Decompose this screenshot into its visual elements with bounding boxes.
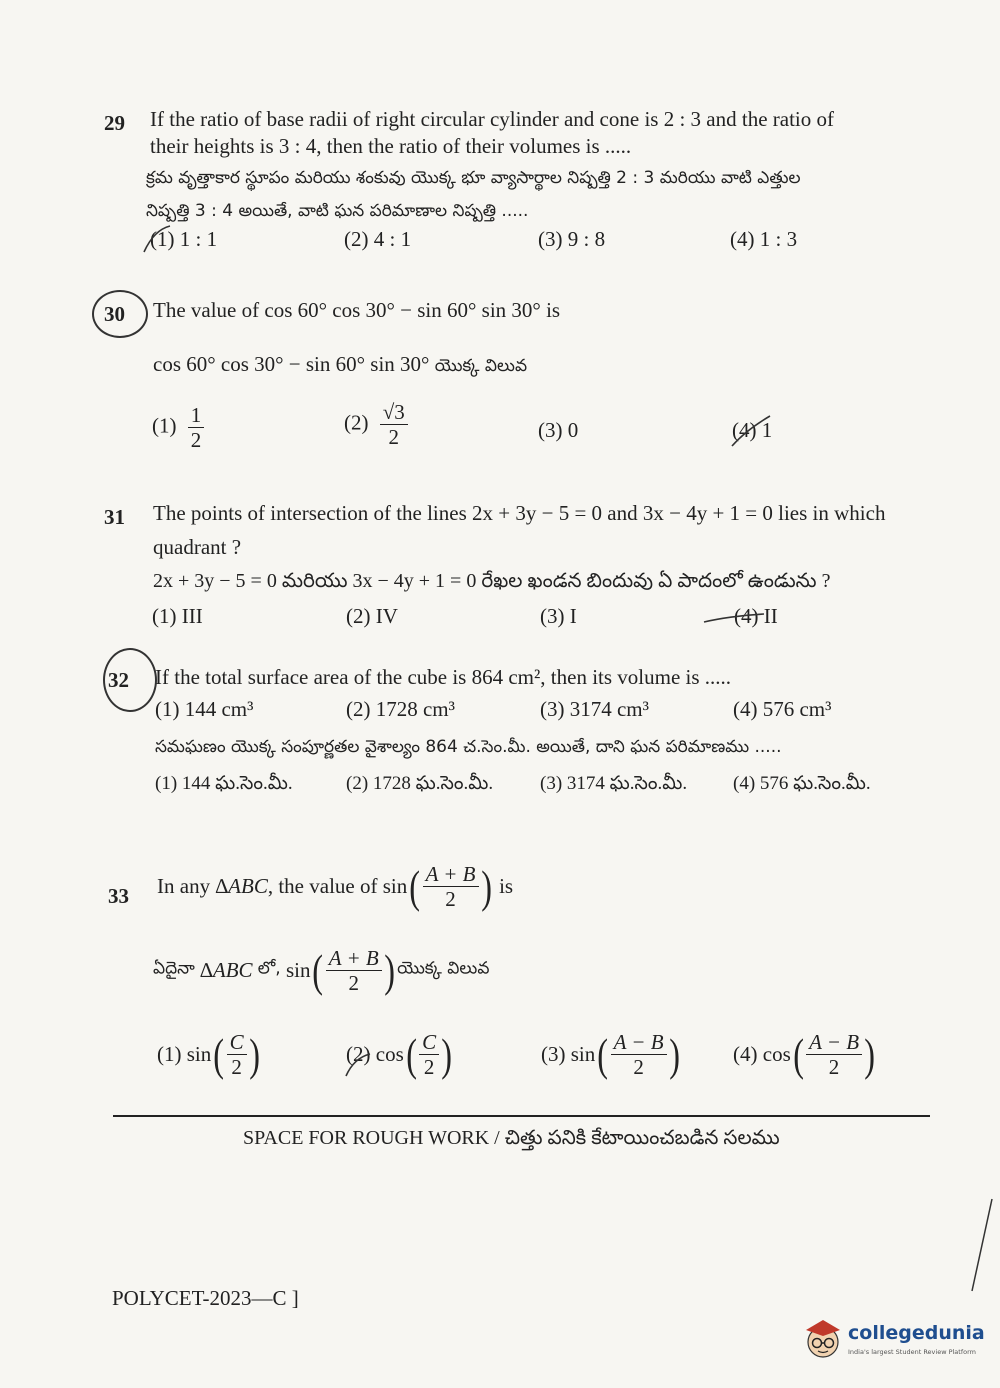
option-3[interactable]: (3) 3174 cm³ — [540, 697, 649, 721]
question-text-te: 2x + 3y − 5 = 0 మరియు 3x − 4y + 1 = 0 రేఖల ఖండన బిందువు ఏ పాదంలో ఉండును ? — [153, 570, 831, 592]
numerator: A − B — [806, 1030, 862, 1055]
option-1[interactable] — [157, 1030, 262, 1079]
text-prefix: ఏదైనా — [153, 958, 195, 979]
right-paren: ) — [384, 944, 395, 996]
left-paren: ( — [793, 1028, 804, 1080]
numerator: A + B — [326, 946, 382, 971]
math-expression: cos 60° cos 30° − sin 60° sin 30° — [153, 352, 430, 376]
fraction — [423, 862, 479, 911]
option-label: (2) — [344, 410, 369, 435]
question-text-en — [153, 298, 560, 323]
collegedunia-logo — [802, 1316, 985, 1366]
option-2[interactable]: (2) IV — [346, 604, 398, 628]
denominator: 2 — [348, 971, 359, 995]
right-paren: ) — [248, 1028, 260, 1080]
option-2[interactable]: (2) 1728 cm³ — [346, 697, 455, 721]
fraction — [188, 403, 205, 452]
option-1[interactable]: (1) 144 cm³ — [155, 697, 254, 721]
option-4[interactable]: (4) 1 — [732, 418, 773, 442]
option-4[interactable] — [733, 1030, 877, 1079]
denominator: 2 — [423, 1055, 435, 1079]
text-prefix: The value of — [153, 298, 260, 322]
function-name: sin — [570, 1042, 596, 1066]
denominator: 2 — [190, 428, 202, 452]
option-label: (2) — [346, 1042, 371, 1066]
fraction — [806, 1030, 862, 1079]
denominator: 2 — [388, 425, 400, 449]
fraction — [611, 1030, 667, 1079]
function-name: sin — [382, 874, 408, 898]
option-2-te[interactable]: (2) 1728 ఘ.సెం.మీ. — [346, 773, 494, 794]
option-4[interactable]: (4) 576 cm³ — [733, 697, 832, 721]
numerator: 1 — [188, 403, 205, 428]
numerator: C — [419, 1030, 439, 1055]
question-number: 29 — [104, 111, 125, 135]
question-text-en — [157, 862, 513, 911]
left-paren: ( — [213, 1028, 225, 1080]
numerator: √3 — [380, 400, 408, 425]
question-text-te — [153, 352, 527, 380]
math-expression: cos 60° cos 30° − sin 60° sin 30° — [264, 298, 541, 322]
option-3[interactable]: (3) 0 — [538, 418, 579, 442]
logo-tagline: India's largest Student Review Platform — [848, 1348, 976, 1356]
option-label: (1) — [152, 413, 177, 438]
denominator: 2 — [231, 1055, 242, 1079]
rough-work-label: SPACE FOR ROUGH WORK / చిత్తు పనికి కేటాయించబడిన సలము — [243, 1127, 780, 1149]
right-paren: ) — [441, 1028, 453, 1080]
question-text-te: నిష్పత్తి 3 : 4 అయితే, వాటి ఘన పరిమాణాల నిష్పత్తి ..... — [146, 201, 529, 221]
fraction — [326, 946, 382, 995]
question-text-en: The points of intersection of the lines 2x + 3y − 5 = 0 and 3x − 4y + 1 = 0 lies in which — [153, 501, 886, 525]
option-3[interactable] — [541, 1030, 682, 1079]
option-label: (3) — [541, 1042, 566, 1066]
question-text-en: quadrant ? — [153, 535, 242, 559]
option-1[interactable]: (1) III — [152, 604, 203, 628]
question-text-te: సమఘణం యొక్క సంపూర్ణతల వైశాల్యం 864 చ.సెం.మీ. అయితే, దాని ఘన పరిమాణము ..... — [155, 737, 782, 757]
text-suffix: యొక్క విలువ — [434, 356, 528, 376]
option-4[interactable]: (4) 1 : 3 — [730, 227, 798, 251]
triangle-label: ∆ABC — [215, 874, 268, 898]
text-prefix: In any — [157, 874, 211, 898]
right-paren: ) — [668, 1028, 680, 1080]
paper-code-text: POLYCET-2023—C ] — [112, 1286, 299, 1310]
text-suffix: is — [499, 874, 514, 898]
fraction — [227, 1030, 247, 1079]
right-paren: ) — [864, 1028, 876, 1080]
function-name: cos — [375, 1042, 404, 1066]
option-2[interactable] — [346, 1030, 454, 1079]
option-2[interactable]: (2) 4 : 1 — [344, 227, 412, 251]
left-paren: ( — [406, 1028, 417, 1080]
option-label: (4) — [733, 1042, 758, 1066]
fraction — [380, 400, 408, 449]
question-number: 30 — [104, 302, 125, 326]
text-suffix: యొక్క విలువ — [397, 958, 490, 979]
question-text-te: క్రమ వృత్తాకార స్థూపం మరియు శంకువు యొక్క భూ వ్యాసార్థాల నిష్పత్తి 2 : 3 మరియు వాటి ఎత్తుల — [146, 168, 801, 188]
question-text-en: their heights is 3 : 4, then the ratio of their volumes is ..... — [150, 134, 632, 158]
left-paren: ( — [409, 860, 421, 912]
option-4[interactable]: (4) II — [734, 604, 778, 628]
denominator: 2 — [445, 887, 456, 911]
question-text-en: If the total surface area of the cube is 864 cm², then its volume is ..... — [155, 665, 732, 689]
option-4-te[interactable]: (4) 576 ఘ.సెం.మీ. — [733, 773, 871, 794]
left-paren: ( — [597, 1028, 609, 1080]
option-3[interactable]: (3) 9 : 8 — [538, 227, 606, 251]
numerator: C — [227, 1030, 247, 1055]
text-suffix: is — [546, 298, 561, 322]
denominator: 2 — [633, 1055, 644, 1079]
question-text-te — [153, 946, 489, 995]
logo-name: collegedunia — [848, 1322, 985, 1344]
question-number: 33 — [108, 884, 129, 908]
fraction — [419, 1030, 439, 1079]
option-3[interactable]: (3) I — [540, 604, 577, 628]
numerator: A + B — [423, 862, 479, 887]
numerator: A − B — [611, 1030, 667, 1055]
option-1[interactable]: (1) 1 : 1 — [150, 227, 218, 251]
text-mid: , the value of — [267, 874, 378, 898]
option-2[interactable] — [344, 400, 408, 449]
triangle-label: ∆ABC — [200, 958, 253, 982]
question-number: 32 — [108, 668, 129, 692]
option-3-te[interactable]: (3) 3174 ఘ.సెం.మీ. — [540, 773, 688, 794]
left-paren: ( — [312, 944, 324, 996]
mascot-icon — [802, 1316, 844, 1362]
option-label: (1) — [157, 1042, 182, 1066]
function-name: sin — [186, 1042, 212, 1066]
right-paren: ) — [480, 860, 492, 912]
horizontal-rule — [113, 1115, 930, 1117]
option-1-te[interactable]: (1) 144 ఘ.సెం.మీ. — [155, 773, 293, 794]
function-name: cos — [762, 1042, 791, 1066]
text-mid: లో, — [257, 958, 281, 979]
option-1[interactable] — [152, 403, 204, 452]
question-number: 31 — [104, 505, 125, 529]
paper-code — [112, 1286, 299, 1311]
page-edge-mark — [966, 1195, 996, 1295]
function-name: sin — [285, 958, 311, 982]
denominator: 2 — [828, 1055, 840, 1079]
question-text-en: If the ratio of base radii of right circular cylinder and cone is 2 : 3 and the ratio of — [150, 107, 834, 131]
